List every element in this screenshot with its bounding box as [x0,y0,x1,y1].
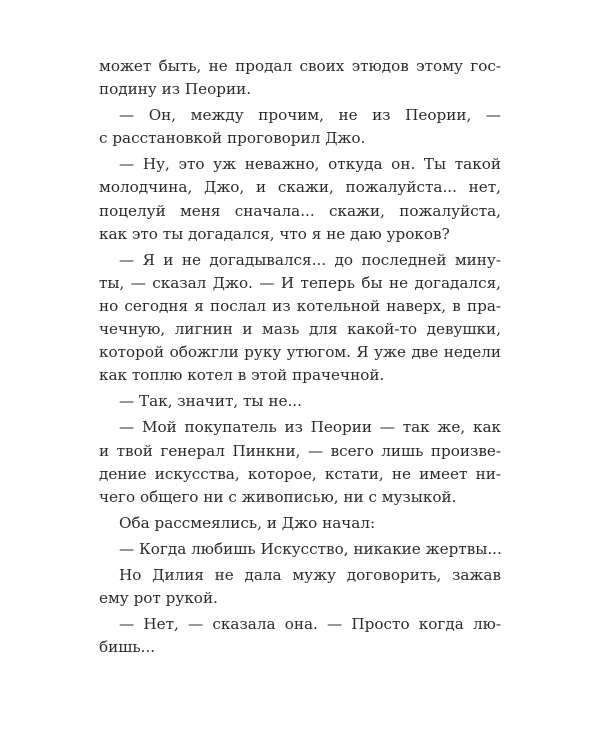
text-line: чего общего ни с живописью, ни с музыкой. [99,487,457,506]
text-line: может быть, не продал своих этюдов этому гос- [99,57,501,75]
text-line: чечную, лигнин и мазь для какой-то девушки, [99,320,501,339]
text-line: которой обожгли руку утюгом. Я уже две недели [99,343,501,362]
text-line: ты, — сказал Джо. — И теперь бы не догадался, [99,273,501,292]
text-line: — Мой покупатель из Пеории — так же, как [119,418,501,437]
text-line: — Ну, это уж неважно, откуда он. Ты такой [119,155,501,174]
text-line: молодчина, Джо, и скажи, пожалуйста... нет, [99,178,501,197]
text-line: подину из Пеории. [99,80,252,99]
text-line: дение искусства, которое, кстати, не имеет ни- [99,464,501,483]
text-line: — Я и не догадывался... до последней мину- [119,250,501,269]
text-line: как это ты догадался, что я не даю уроков? [99,224,450,243]
text-line: бишь... [99,638,156,657]
book-page-text [99,55,501,659]
text-line: — Он, между прочим, не из Пеории, — [119,106,501,125]
text-line: поцелуй меня сначала... скажи, пожалуйста, [99,201,501,220]
text-line: и твой генерал Пинкни, — всего лишь произве- [99,441,501,460]
text-line: — Так, значит, ты не... [119,392,302,411]
text-line: с расстановкой проговорил Джо. [99,129,366,148]
text-line: как топлю котел в этой прачечной. [99,366,385,385]
text-line: ему рот рукой. [99,589,218,608]
text-line: но сегодня я послал из котельной наверх, в пра- [99,296,501,315]
text-line: Оба рассмеялись, и Джо начал: [119,513,376,532]
text-line: — Когда любишь Искусство, никакие жертвы... [119,539,502,558]
text-line: Но Дилия не дала мужу договорить, зажав [119,565,501,584]
text-line: — Нет, — сказала она. — Просто когда лю- [119,615,501,634]
